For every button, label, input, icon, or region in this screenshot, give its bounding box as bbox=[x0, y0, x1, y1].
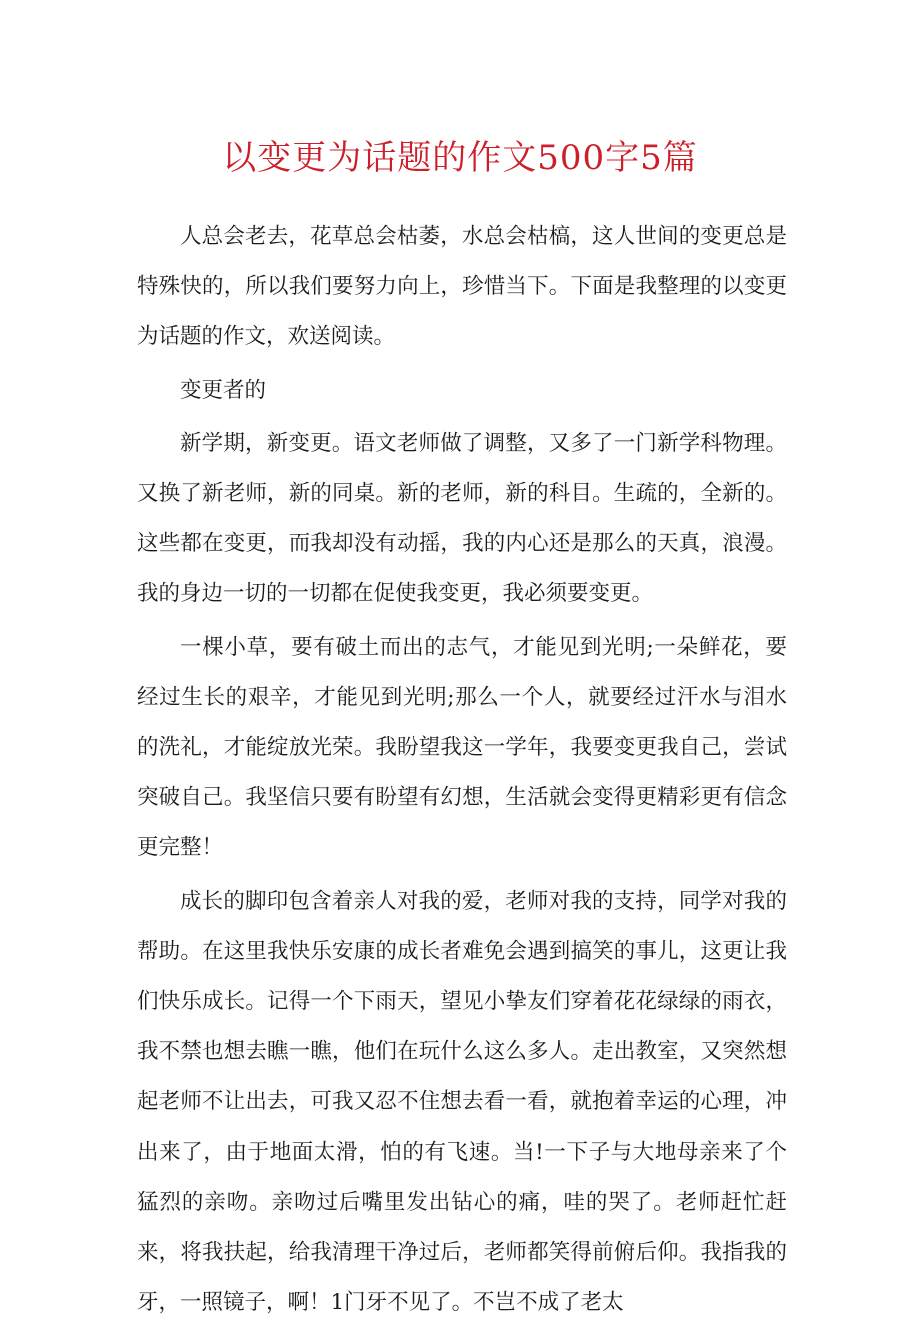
document-title: 以变更为话题的作文500字5篇 bbox=[222, 138, 698, 178]
paragraph-intro: 人总会老去，花草总会枯萎，水总会枯槁，这人世间的变更总是特殊快的，所以我们要努力向上，珍惜当下。下面是我整理的以变更为话题的作文，欢送阅读。 bbox=[137, 224, 787, 350]
paragraph: 成长的脚印包含着亲人对我的爱，老师对我的支持，同学对我的帮助。在这里我快乐安康的成长者难免会遇到搞笑的事儿，这更让我们快乐成长。记得一个下雨天，望见小挚友们穿着花花绿绿的雨衣，我不禁也想去瞧一瞧，他们在玩什么这么多人。走出教室，又突然想起老师不让出去，可我又忍不住想去看一看，就抱着幸运的心理，冲出来了，由于地面太滑，怕的有飞速。当!一下子与大地母亲来了个猛烈的亲吻。亲吻过后嘴里发出钻心的痛，哇的哭了。老师赶忙赶来，将我扶起，给我清理干净过后，老师都笑得前俯后仰。我指我的牙，一照镜子，啊！1门牙不见了。不岂不成了老太 bbox=[137, 888, 787, 1316]
paragraph: 新学期，新变更。语文老师做了调整，又多了一门新学科物理。又换了新老师，新的同桌。新的老师，新的科目。生疏的，全新的。这些都在变更，而我却没有动摇，我的内心还是那么的天真，浪漫。我的身边一切的一切都在促使我变更，我必须要变更。 bbox=[137, 430, 787, 607]
paragraph-subheading: 变更者的 bbox=[180, 377, 267, 403]
document-body bbox=[137, 212, 787, 1331]
paragraph: 一棵小草，要有破土而出的志气，才能见到光明;一朵鲜花，要经过生长的艰辛，才能见到光明;那么一个人，就要经过汗水与泪水的洗礼，才能绽放光荣。我盼望我这一学年，我要变更我自己，尝试突破自己。我坚信只要有盼望有幻想，生活就会变得更精彩更有信念更完整！ bbox=[137, 634, 787, 861]
